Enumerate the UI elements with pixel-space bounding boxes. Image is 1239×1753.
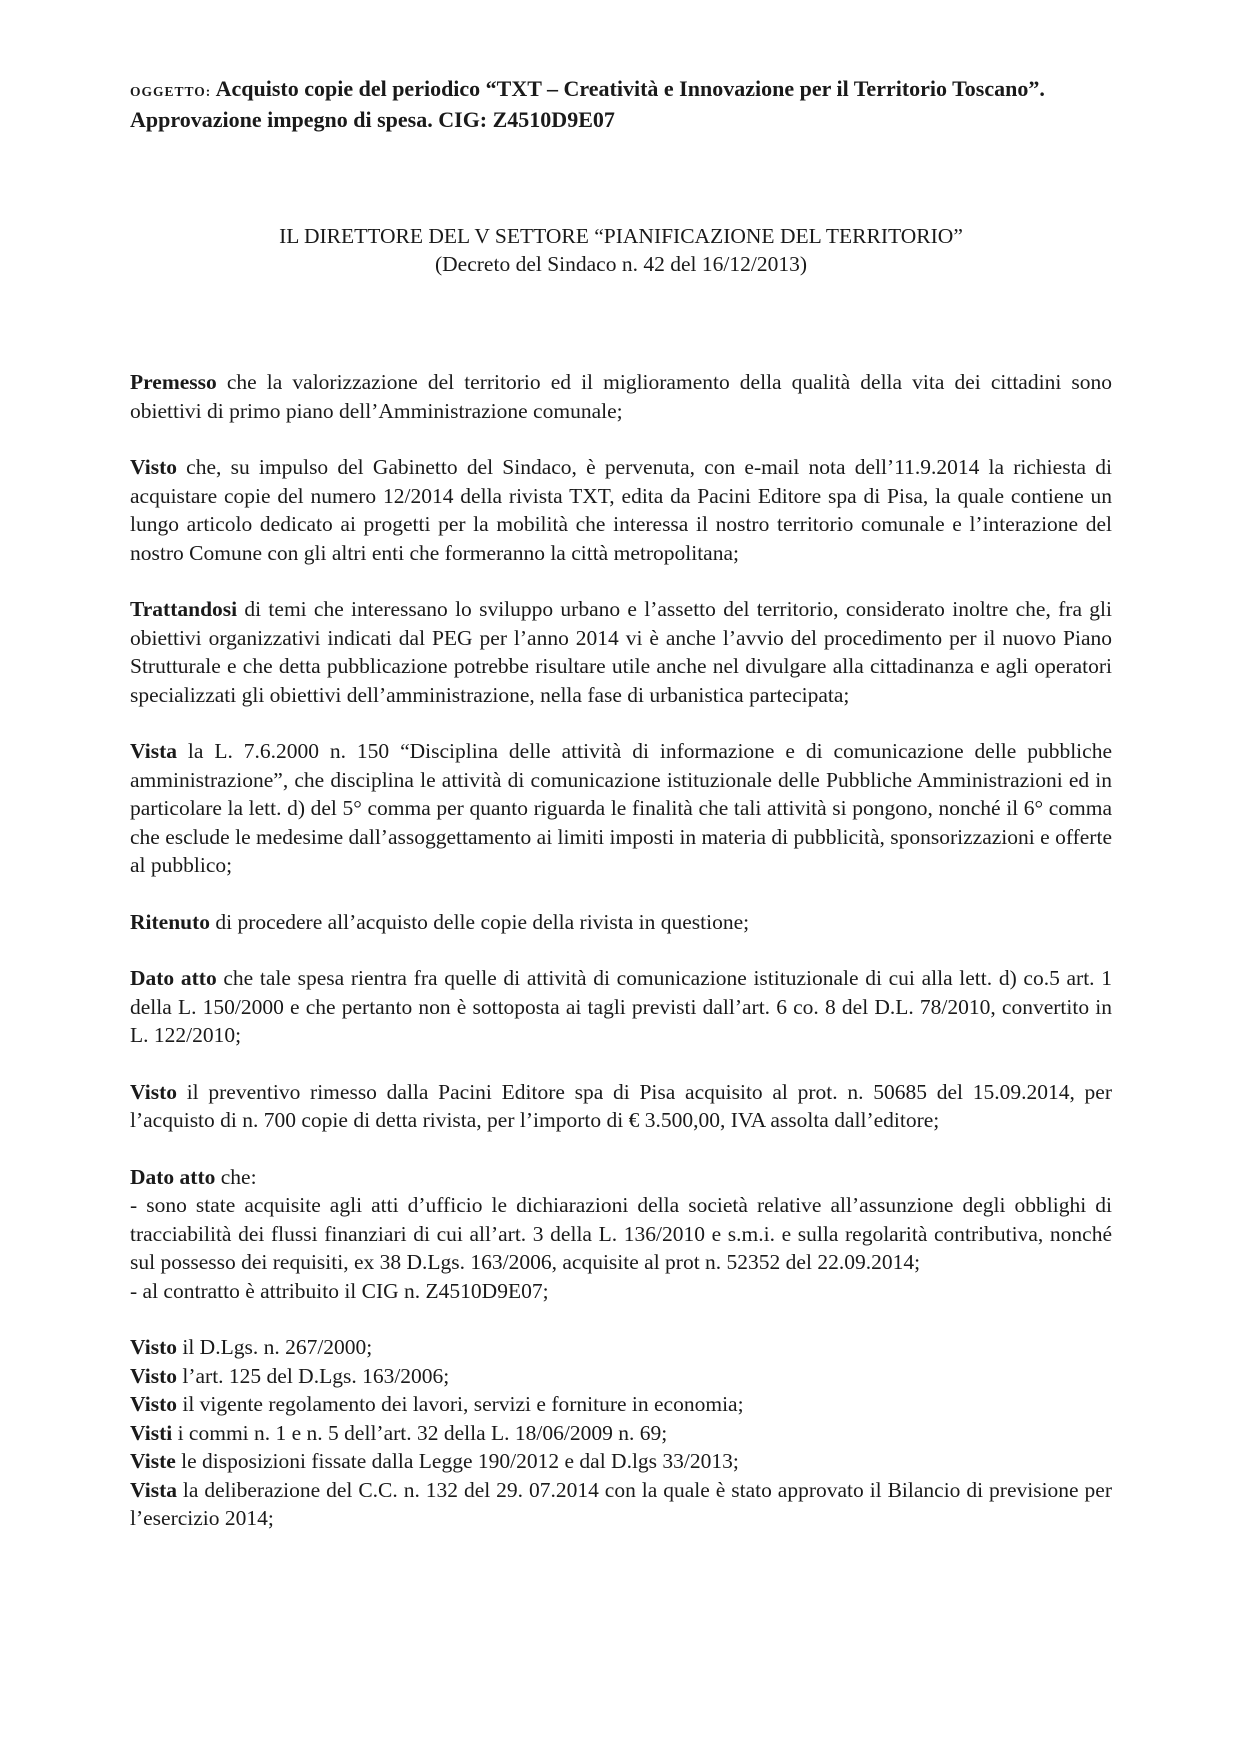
heading-decree: (Decreto del Sindaco n. 42 del 16/12/2013) bbox=[435, 252, 807, 276]
paragraph-lead: Vista bbox=[130, 739, 177, 763]
paragraph-ritenuto bbox=[130, 908, 1112, 937]
reference-item bbox=[130, 1333, 1112, 1362]
paragraph-lead: Premesso bbox=[130, 370, 217, 394]
reference-lead: Visto bbox=[130, 1335, 177, 1359]
reference-body: le disposizioni fissate dalla Legge 190/2012 e dal D.lgs 33/2013; bbox=[175, 1449, 739, 1473]
paragraph-body: la L. 7.6.2000 n. 150 “Disciplina delle attività di informazione e di comunicazione delle pubbliche amministrazione”, che disciplina le attività di comunicazione istituzionale delle Pubbliche Amministrazioni ed in particolare la lett. d) del 5° comma per quanto riguarda le finalità che tali attività si pongono, nonché il 6° comma che esclude le medesime dall’assoggettamento ai limiti imposti in materia di pubblicità, sponsorizzazioni e offerte al pubblico; bbox=[130, 739, 1112, 877]
reference-item bbox=[130, 1419, 1112, 1448]
reference-lead: Visto bbox=[130, 1392, 177, 1416]
paragraph-lead: Visto bbox=[130, 1079, 177, 1104]
paragraph-body: che: bbox=[215, 1164, 257, 1189]
subject-label: OGGETTO: bbox=[130, 84, 212, 99]
paragraph-body: che la valorizzazione del territorio ed il miglioramento della qualità della vita dei cittadini sono obiettivi di primo piano dell’Amministrazione comunale; bbox=[130, 370, 1112, 423]
paragraph-visto-request bbox=[130, 453, 1112, 567]
heading-title: IL DIRETTORE DEL V SETTORE “PIANIFICAZIONE DEL TERRITORIO” bbox=[279, 224, 963, 248]
reference-item bbox=[130, 1447, 1112, 1476]
paragraph-body: di procedere all’acquisto delle copie della rivista in questione; bbox=[210, 909, 750, 934]
reference-lead: Vista bbox=[130, 1477, 177, 1502]
paragraph-lead: Dato atto bbox=[130, 966, 217, 990]
paragraph-body: di temi che interessano lo sviluppo urbano e l’assetto del territorio, considerato inoltre che, fra gli obiettivi organizzativi indicati dal PEG per l’anno 2014 vi è anche l’avvio del procedimento per il nuovo Piano Strutturale e che detta pubblicazione potrebbe risultare utile anche nel divulgare alla cittadinanza e agli operatori specializzati gli obiettivi dell’amministrazione, nella fase di urbanistica partecipata; bbox=[130, 597, 1112, 707]
subject-text: Acquisto copie del periodico “TXT – Creatività e Innovazione per il Territorio Toscano”. Approvazione impegno di spesa. CIG: Z4510D9E07 bbox=[130, 76, 1045, 132]
reference-item bbox=[130, 1362, 1112, 1391]
reference-lead: Visto bbox=[130, 1363, 177, 1388]
reference-item bbox=[130, 1390, 1112, 1419]
reference-lead: Visti bbox=[130, 1420, 173, 1445]
reference-body: la deliberazione del C.C. n. 132 del 29. 07.2014 con la quale è stato approvato il Bilancio di previsione per l’esercizio 2014; bbox=[130, 1477, 1112, 1530]
paragraph-body: che, su impulso del Gabinetto del Sindaco, è pervenuta, con e-mail nota dell’11.9.2014 la richiesta di acquistare copie del numero 12/2014 della rivista TXT, edita da Pacini Editore spa di Pisa, la quale contiene un lungo articolo dedicato ai progetti per la mobilità che interessa il nostro territorio comunale e l’interazione del nostro Comune con gli altri enti che formeranno la città metropolitana; bbox=[130, 455, 1112, 565]
paragraph-trattandosi bbox=[130, 595, 1112, 709]
reference-body: il vigente regolamento dei lavori, servizi e forniture in economia; bbox=[176, 1392, 744, 1416]
paragraph-lead: Trattandosi bbox=[130, 597, 238, 621]
document-page bbox=[130, 75, 1112, 1533]
reference-item bbox=[130, 1476, 1112, 1533]
reference-lead: Viste bbox=[130, 1449, 176, 1473]
paragraph-body: il preventivo rimesso dalla Pacini Editore spa di Pisa acquisito al prot. n. 50685 del 15.09.2014, per l’acquisto di n. 700 copie di detta rivista, per l’importo di € 3.500,00, IVA assolta dall’editore; bbox=[130, 1079, 1112, 1132]
paragraph-lead: Ritenuto bbox=[130, 909, 211, 934]
list-item: - al contratto è attribuito il CIG n. Z4510D9E07; bbox=[130, 1278, 549, 1303]
document-heading bbox=[130, 222, 1112, 278]
paragraph-body: che tale spesa rientra fra quelle di attività di comunicazione istituzionale di cui alla lett. d) co.5 art. 1 della L. 150/2000 e che pertanto non è sottoposta ai tagli previsti dall’art. 6 co. 8 del D.L. 78/2010, convertito in L. 122/2010; bbox=[130, 966, 1112, 1047]
paragraph-visto-preventivo bbox=[130, 1078, 1112, 1135]
paragraph-premesso bbox=[130, 368, 1112, 425]
paragraph-dato-atto-spesa bbox=[130, 964, 1112, 1050]
paragraph-vista-law bbox=[130, 737, 1112, 880]
references-list bbox=[130, 1333, 1112, 1533]
paragraph-lead: Dato atto bbox=[130, 1164, 216, 1189]
subject-line bbox=[130, 75, 1112, 134]
reference-body: l’art. 125 del D.Lgs. 163/2006; bbox=[176, 1363, 450, 1388]
reference-body: i commi n. 1 e n. 5 dell’art. 32 della L. 18/06/2009 n. 69; bbox=[172, 1420, 668, 1445]
paragraph-dato-atto-list bbox=[130, 1163, 1112, 1192]
paragraph-lead: Visto bbox=[130, 455, 177, 479]
list-item: - sono state acquisite agli atti d’ufficio le dichiarazioni della società relative all’assunzione degli obblighi di tracciabilità dei flussi finanziari di cui all’art. 3 della L. 136/2010 e s.m.i. e sulla regolarità contributiva, nonché sul possesso dei requisiti, ex 38 D.Lgs. 163/2006, acquisite al prot n. 52352 del 22.09.2014; bbox=[130, 1193, 1112, 1274]
reference-body: il D.Lgs. n. 267/2000; bbox=[176, 1335, 373, 1359]
